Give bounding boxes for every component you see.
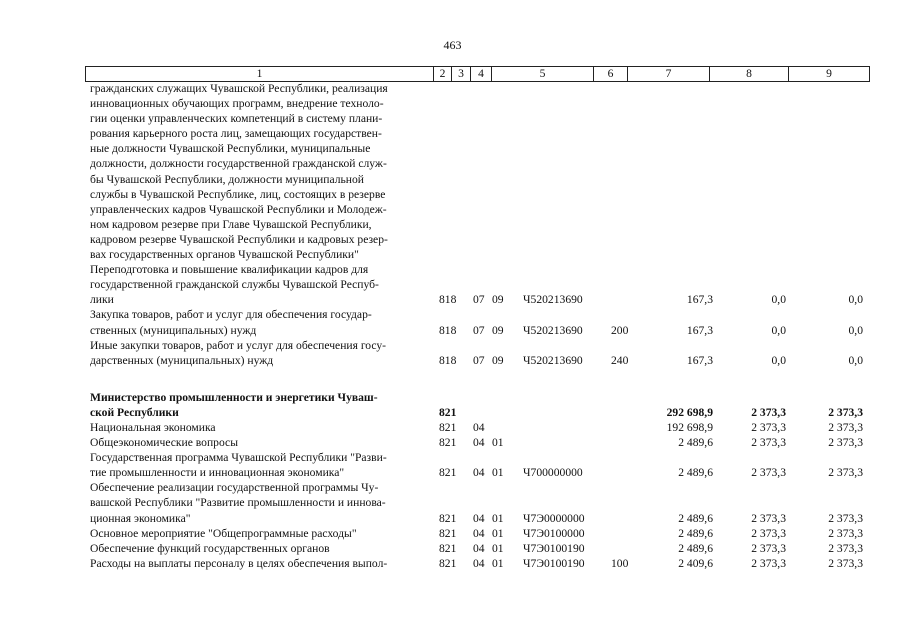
target-article-code: Ч520213690 bbox=[523, 353, 583, 367]
description-line: ном кадровом резерве при Главе Чувашской Республики, bbox=[90, 217, 372, 231]
column-number-8: 8 bbox=[710, 67, 789, 82]
amount-year-1: 292 698,9 bbox=[666, 405, 713, 419]
amount-year-2: 2 373,3 bbox=[751, 541, 786, 555]
description-line: гии оценки управленческих компетенций в систему плани- bbox=[90, 112, 383, 126]
target-article-code: Ч520213690 bbox=[523, 293, 583, 307]
column-number-3: 3 bbox=[452, 67, 471, 82]
amount-year-2: 2 373,3 bbox=[751, 526, 786, 540]
description-line: ционная экономика" bbox=[90, 511, 191, 525]
description-line: инновационных обучающих программ, внедрение техноло- bbox=[90, 97, 384, 111]
table-row bbox=[0, 262, 905, 307]
description-line: ской Республики bbox=[90, 405, 179, 419]
expense-type-code: 100 bbox=[611, 556, 629, 570]
table-row bbox=[0, 390, 905, 420]
amount-year-3: 0,0 bbox=[848, 353, 863, 367]
description-line: Обеспечение реализации государственной программы Чу- bbox=[90, 481, 379, 495]
column-number-header bbox=[85, 66, 870, 82]
admin-code: 821 bbox=[439, 436, 457, 450]
amount-year-1: 2 489,6 bbox=[678, 511, 713, 525]
amount-year-1: 2 409,6 bbox=[678, 556, 713, 570]
target-article-code: Ч7Э0100190 bbox=[523, 556, 585, 570]
description-line: Государственная программа Чувашской Республики "Разви- bbox=[90, 451, 387, 465]
section-code: 07 bbox=[473, 353, 485, 367]
row-description bbox=[90, 338, 430, 368]
amount-year-3: 2 373,3 bbox=[828, 511, 863, 525]
target-article-code: Ч7Э0100000 bbox=[523, 526, 585, 540]
amount-year-1: 2 489,6 bbox=[678, 541, 713, 555]
table-row bbox=[0, 526, 905, 541]
description-line: гражданских служащих Чувашской Республики, реализация bbox=[90, 82, 388, 95]
subsection-code: 09 bbox=[492, 293, 504, 307]
admin-code: 821 bbox=[439, 466, 457, 480]
table-row bbox=[0, 338, 905, 368]
description-line: рования карьерного роста лиц, замещающих государствен- bbox=[90, 127, 382, 141]
admin-code: 818 bbox=[439, 353, 457, 367]
amount-year-1: 2 489,6 bbox=[678, 466, 713, 480]
target-article-code: Ч7Э0100190 bbox=[523, 541, 585, 555]
section-code: 04 bbox=[473, 436, 485, 450]
admin-code: 821 bbox=[439, 526, 457, 540]
description-line: ные должности Чувашской Республики, муниципальные bbox=[90, 142, 371, 156]
row-description bbox=[90, 390, 430, 420]
amount-year-3: 0,0 bbox=[848, 293, 863, 307]
description-line: службы в Чувашской Республике, лиц, состоящих в резерве bbox=[90, 187, 386, 201]
admin-code: 821 bbox=[439, 405, 457, 419]
amount-year-3: 2 373,3 bbox=[828, 405, 863, 419]
row-description bbox=[90, 307, 430, 337]
column-number-6: 6 bbox=[594, 67, 628, 82]
subsection-code: 01 bbox=[492, 511, 504, 525]
amount-year-1: 2 489,6 bbox=[678, 436, 713, 450]
table-row bbox=[0, 556, 905, 571]
description-line: Национальная экономика bbox=[90, 420, 216, 434]
row-description bbox=[90, 450, 430, 480]
table-row bbox=[0, 480, 905, 525]
row-description bbox=[90, 81, 430, 262]
subsection-code: 01 bbox=[492, 466, 504, 480]
admin-code: 821 bbox=[439, 556, 457, 570]
description-line: должности, должности государственной гражданской служ- bbox=[90, 157, 387, 171]
amount-year-2: 2 373,3 bbox=[751, 405, 786, 419]
page-number: 463 bbox=[443, 38, 462, 52]
row-description bbox=[90, 262, 430, 307]
row-description bbox=[90, 526, 430, 541]
amount-year-1: 167,3 bbox=[686, 323, 713, 337]
row-description bbox=[90, 480, 430, 525]
description-line: вах государственных органов Чувашской Республики" bbox=[90, 248, 359, 262]
section-code: 04 bbox=[473, 541, 485, 555]
section-code: 04 bbox=[473, 556, 485, 570]
table-row bbox=[0, 307, 905, 337]
amount-year-3: 2 373,3 bbox=[828, 556, 863, 570]
column-number-2: 2 bbox=[434, 67, 452, 82]
description-line: государственной гражданской службы Чувашской Респуб- bbox=[90, 278, 379, 292]
admin-code: 818 bbox=[439, 293, 457, 307]
column-number-5: 5 bbox=[492, 67, 594, 82]
expense-type-code: 200 bbox=[611, 323, 629, 337]
subsection-code: 01 bbox=[492, 556, 504, 570]
table-row bbox=[0, 541, 905, 556]
description-line: Министерство промышленности и энергетики Чуваш- bbox=[90, 390, 378, 404]
table-row bbox=[0, 420, 905, 435]
column-number-7: 7 bbox=[628, 67, 710, 82]
amount-year-3: 0,0 bbox=[848, 323, 863, 337]
description-line: Расходы на выплаты персоналу в целях обеспечения выпол- bbox=[90, 556, 388, 570]
row-spacer bbox=[0, 368, 905, 390]
expense-type-code: 240 bbox=[611, 353, 629, 367]
section-code: 04 bbox=[473, 420, 485, 434]
row-description bbox=[90, 435, 430, 450]
section-code: 04 bbox=[473, 466, 485, 480]
amount-year-2: 2 373,3 bbox=[751, 436, 786, 450]
admin-code: 821 bbox=[439, 420, 457, 434]
admin-code: 821 bbox=[439, 511, 457, 525]
row-description bbox=[90, 541, 430, 556]
description-line: Обеспечение функций государственных органов bbox=[90, 541, 330, 555]
description-line: Переподготовка и повышение квалификации кадров для bbox=[90, 263, 369, 277]
amount-year-2: 0,0 bbox=[771, 353, 786, 367]
amount-year-1: 192 698,9 bbox=[666, 420, 713, 434]
amount-year-1: 167,3 bbox=[686, 293, 713, 307]
column-number-4: 4 bbox=[471, 67, 492, 82]
amount-year-1: 2 489,6 bbox=[678, 526, 713, 540]
budget-table-body bbox=[0, 81, 905, 571]
subsection-code: 01 bbox=[492, 526, 504, 540]
description-line: Иные закупки товаров, работ и услуг для обеспечения госу- bbox=[90, 338, 387, 352]
description-line: Основное мероприятие "Общепрограммные расходы" bbox=[90, 526, 357, 540]
amount-year-3: 2 373,3 bbox=[828, 420, 863, 434]
section-code: 04 bbox=[473, 526, 485, 540]
subsection-code: 01 bbox=[492, 541, 504, 555]
target-article-code: Ч700000000 bbox=[523, 466, 583, 480]
description-line: кадровом резерве Чувашской Республики и кадровых резер- bbox=[90, 232, 388, 246]
section-code: 07 bbox=[473, 323, 485, 337]
amount-year-3: 2 373,3 bbox=[828, 541, 863, 555]
amount-year-2: 2 373,3 bbox=[751, 511, 786, 525]
description-line: бы Чувашской Республики, должности муниципальной bbox=[90, 172, 364, 186]
subsection-code: 09 bbox=[492, 353, 504, 367]
amount-year-3: 2 373,3 bbox=[828, 526, 863, 540]
amount-year-1: 167,3 bbox=[686, 353, 713, 367]
amount-year-2: 0,0 bbox=[771, 293, 786, 307]
amount-year-2: 2 373,3 bbox=[751, 420, 786, 434]
description-line: лики bbox=[90, 293, 114, 307]
subsection-code: 01 bbox=[492, 436, 504, 450]
description-line: управленческих кадров Чувашской Республики и Молодеж- bbox=[90, 202, 387, 216]
table-row bbox=[0, 435, 905, 450]
target-article-code: Ч520213690 bbox=[523, 323, 583, 337]
row-description bbox=[90, 556, 430, 571]
amount-year-2: 0,0 bbox=[771, 323, 786, 337]
section-code: 07 bbox=[473, 293, 485, 307]
table-row bbox=[0, 81, 905, 262]
subsection-code: 09 bbox=[492, 323, 504, 337]
description-line: тие промышленности и инновационная экономика" bbox=[90, 466, 345, 480]
amount-year-2: 2 373,3 bbox=[751, 466, 786, 480]
table-row bbox=[0, 450, 905, 480]
description-line: вашской Республики "Развитие промышленности и иннова- bbox=[90, 496, 386, 510]
column-number-1: 1 bbox=[86, 67, 434, 82]
description-line: ственных (муниципальных) нужд bbox=[90, 323, 257, 337]
amount-year-3: 2 373,3 bbox=[828, 436, 863, 450]
section-code: 04 bbox=[473, 511, 485, 525]
amount-year-2: 2 373,3 bbox=[751, 556, 786, 570]
target-article-code: Ч7Э0000000 bbox=[523, 511, 585, 525]
amount-year-3: 2 373,3 bbox=[828, 466, 863, 480]
description-line: Общеэкономические вопросы bbox=[90, 436, 238, 450]
row-description bbox=[90, 420, 430, 435]
admin-code: 821 bbox=[439, 541, 457, 555]
admin-code: 818 bbox=[439, 323, 457, 337]
column-number-9: 9 bbox=[789, 67, 870, 82]
description-line: Закупка товаров, работ и услуг для обеспечения государ- bbox=[90, 308, 372, 322]
description-line: дарственных (муниципальных) нужд bbox=[90, 353, 274, 367]
